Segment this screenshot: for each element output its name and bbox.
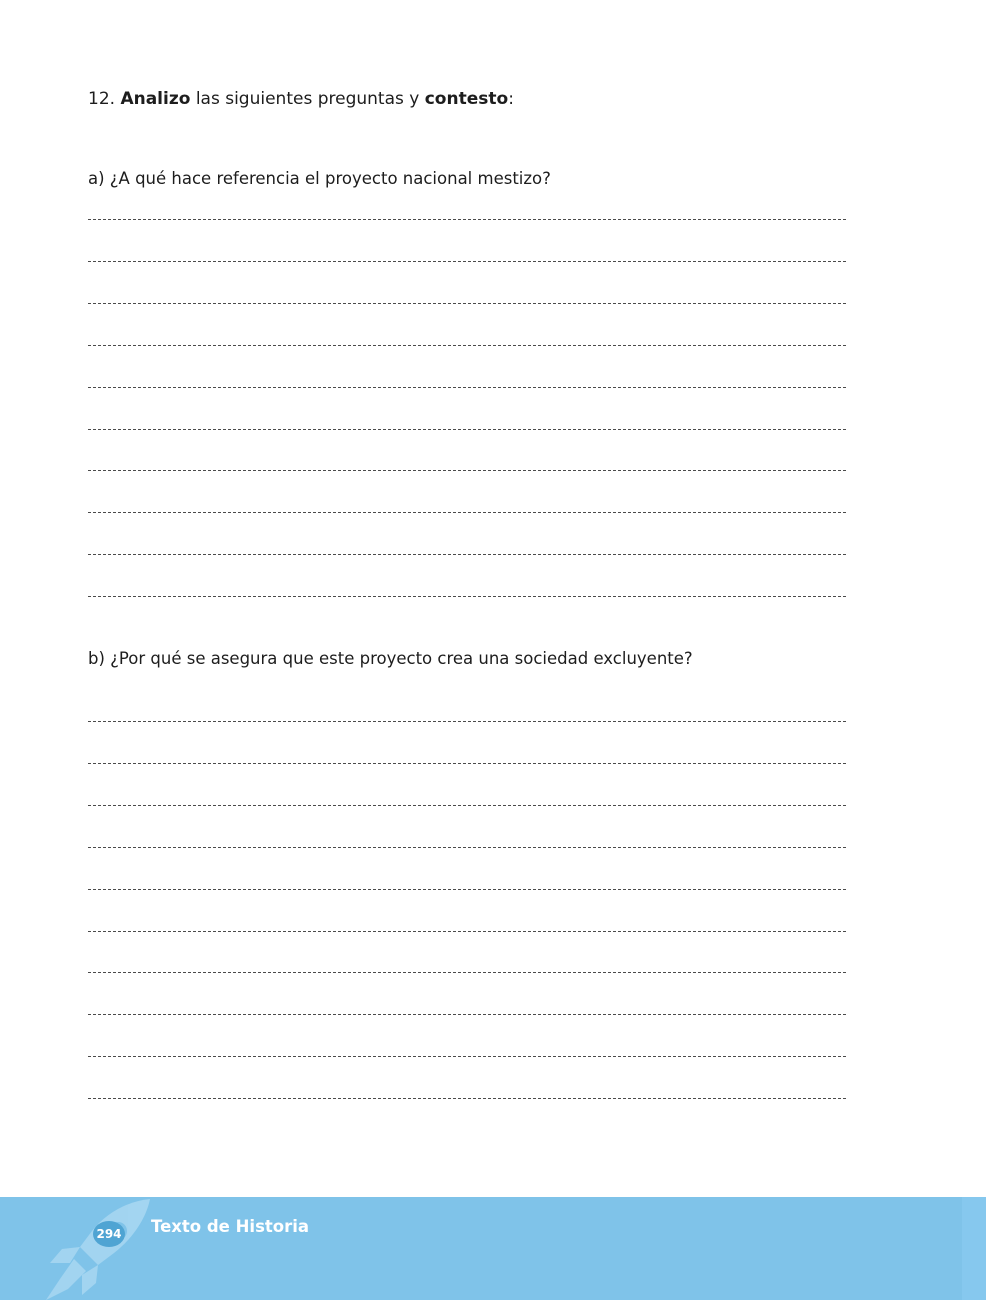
instruction-middle: las siguientes preguntas y <box>190 89 425 109</box>
question-a: a) ¿A qué hace referencia el proyecto nacional mestizo? <box>88 169 551 188</box>
answer-line[interactable] <box>88 429 846 430</box>
answer-line[interactable] <box>88 219 846 220</box>
instruction-end: : <box>508 89 514 109</box>
answer-line[interactable] <box>88 847 846 848</box>
answer-line[interactable] <box>88 387 846 388</box>
page-number-badge: 294 <box>93 1221 125 1247</box>
answer-line[interactable] <box>88 721 846 722</box>
answer-line[interactable] <box>88 261 846 262</box>
answer-line[interactable] <box>88 470 846 471</box>
answer-line[interactable] <box>88 1098 846 1099</box>
instruction-verb-answer: contesto <box>424 89 509 109</box>
instruction-verb-analyze: Analizo <box>120 89 191 109</box>
footer-band <box>0 1197 986 1300</box>
answer-line[interactable] <box>88 1056 846 1057</box>
answer-line[interactable] <box>88 763 846 764</box>
footer-sidebar-tab <box>962 1197 986 1300</box>
rocket-icon <box>40 1197 160 1300</box>
answer-line[interactable] <box>88 1014 846 1015</box>
book-title: Texto de Historia <box>151 1217 310 1236</box>
exercise-instruction <box>88 89 514 109</box>
answer-line[interactable] <box>88 554 846 555</box>
question-b: b) ¿Por qué se asegura que este proyecto crea una sociedad excluyente? <box>88 649 693 668</box>
answer-line[interactable] <box>88 889 846 890</box>
answer-line[interactable] <box>88 805 846 806</box>
answer-line[interactable] <box>88 972 846 973</box>
answer-line[interactable] <box>88 931 846 932</box>
answer-line[interactable] <box>88 303 846 304</box>
answer-line[interactable] <box>88 345 846 346</box>
exercise-number: 12. <box>88 89 116 109</box>
answer-line[interactable] <box>88 512 846 513</box>
answer-line[interactable] <box>88 596 846 597</box>
